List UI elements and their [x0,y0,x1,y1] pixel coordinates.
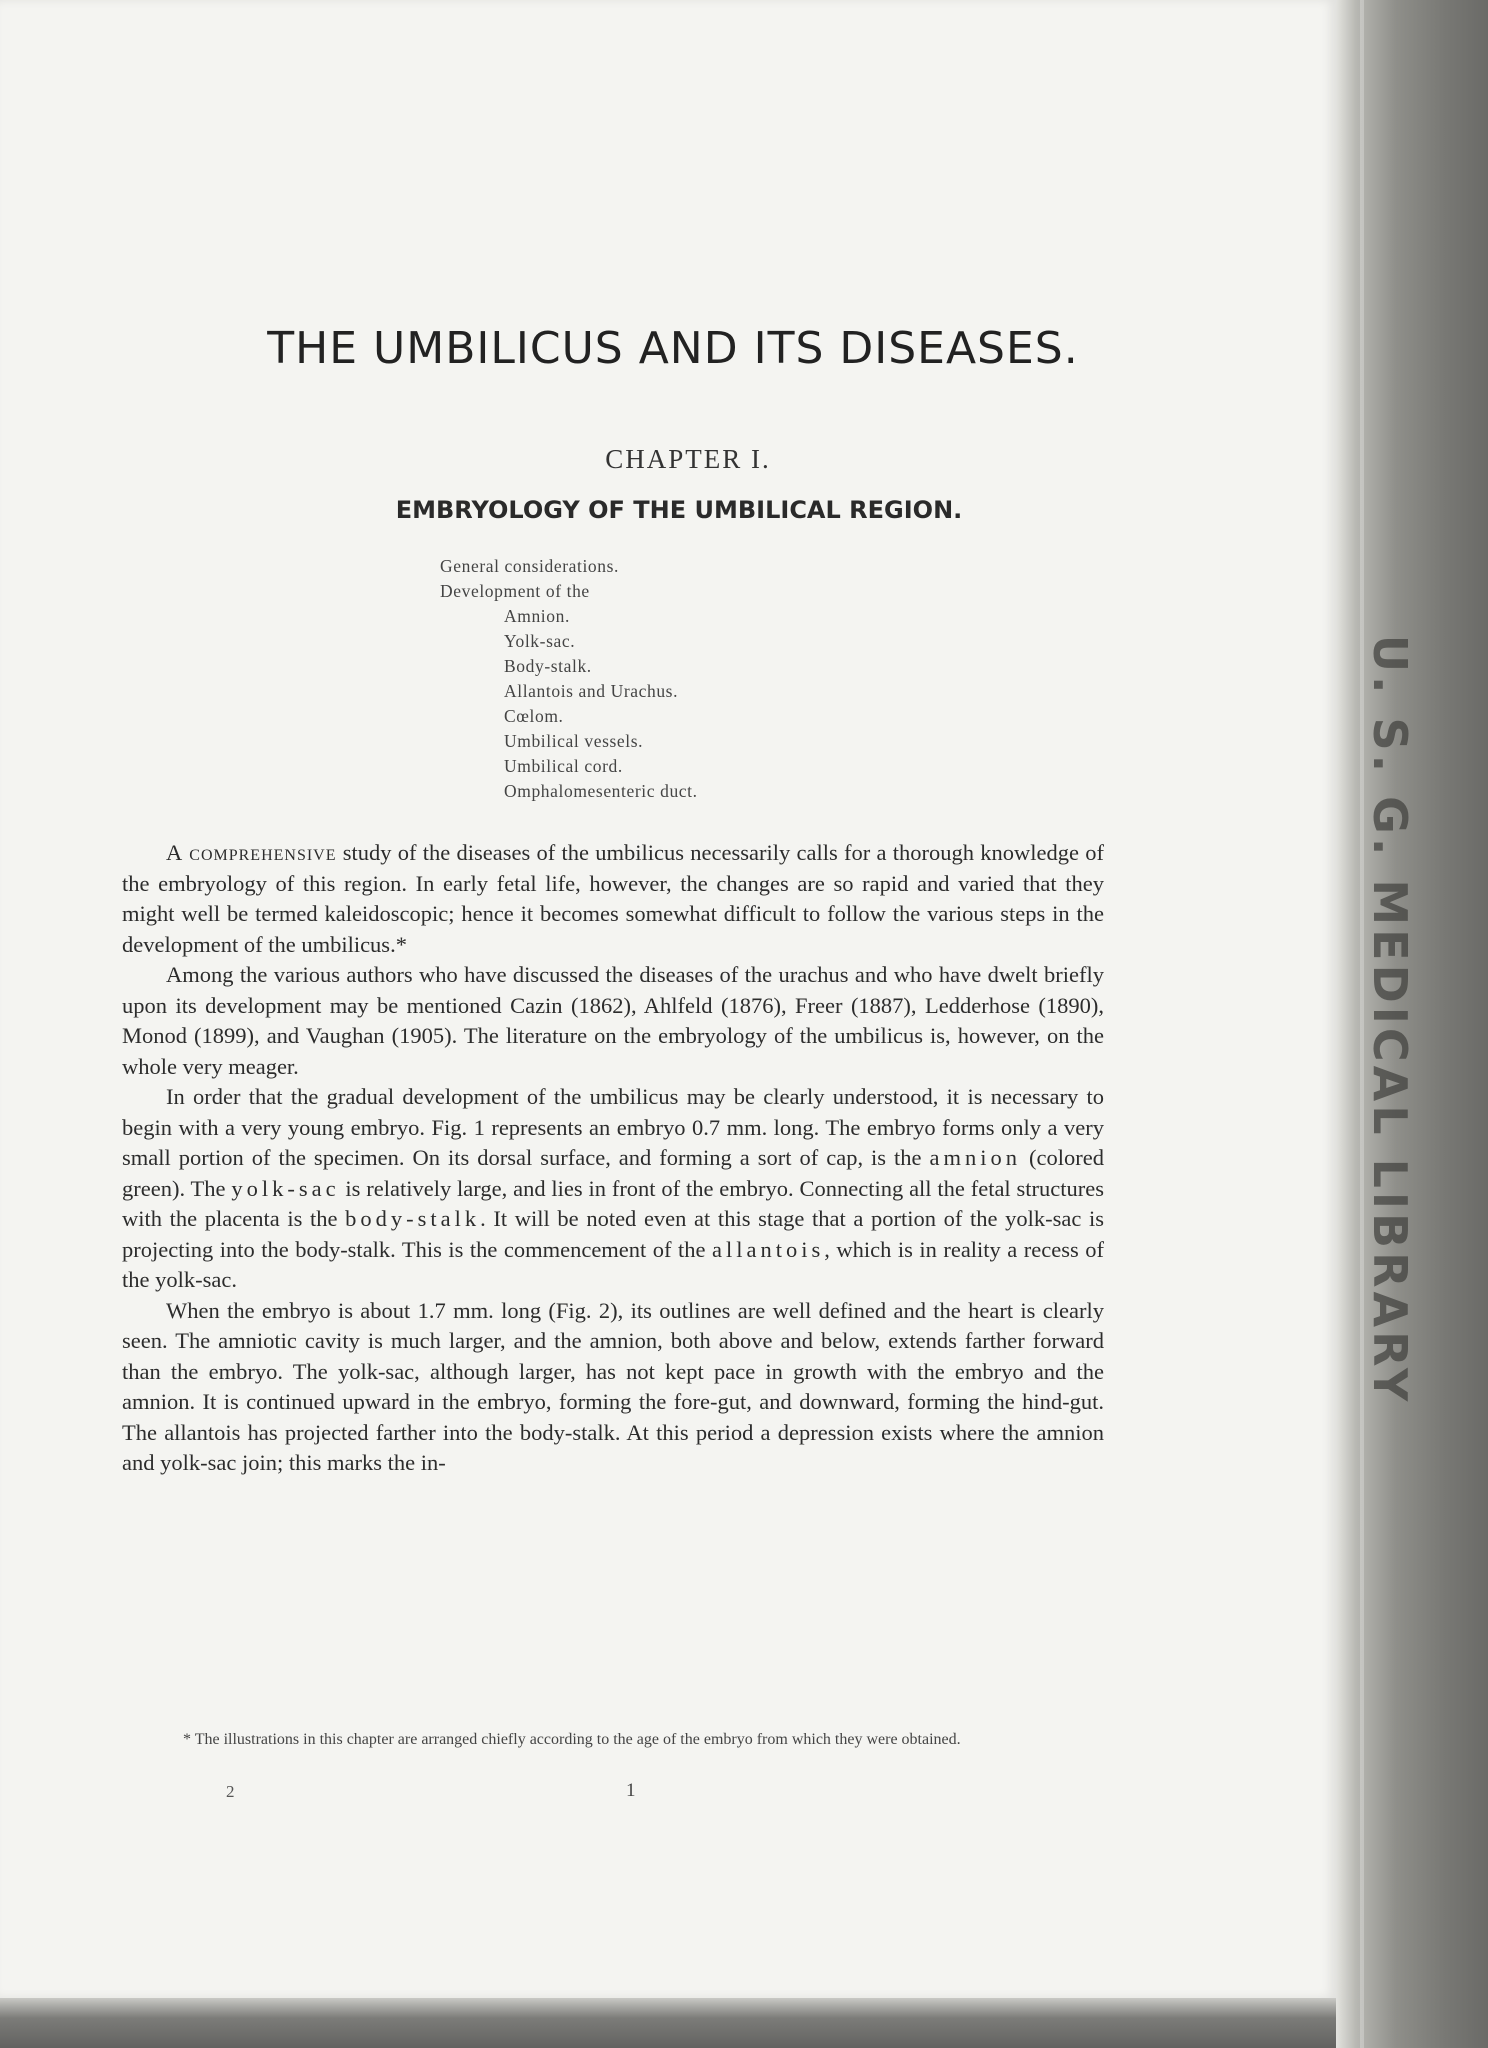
contents-subitem: Allantois and Urachus. [504,681,679,701]
chapter-heading: EMBRYOLOGY OF THE UMBILICAL REGION. [395,496,963,524]
contents-item: General considerations. [440,556,620,576]
spaced-term: amnion [929,1145,1022,1170]
spaced-term: allantois [712,1236,825,1262]
chapter-contents [440,554,698,804]
page-number: 1 [626,1780,636,1801]
paragraph-lead: A comprehensive [166,840,337,865]
paragraph: When the embryo is about 1.7 mm. long (Fig. 2), its outlines are well defined and the heart is clearly seen. The amniotic cavity is much larger, and the amnion, both above and below, extends farther forward than the embryo. The yolk-sac, although larger, has not kept pace in growth with the embryo and the amnion. It is continued upward in the embryo, forming the fore-gut, and downward, forming the hind-gut. The allantois has projected farther into the body-stalk. At this period a depression exists where the amnion and yolk-sac join; this marks the in- [122,1297,1104,1475]
paragraph-text: (colored green). The [122,1145,1104,1201]
contents-subitem: Amnion. [504,606,570,626]
library-stamp: U. S. G. MEDICAL LIBRARY [1363,634,1417,1406]
body-text [122,838,1104,1479]
scan-background [0,1998,1336,2048]
spaced-term: yolk-sac [231,1175,340,1201]
paragraph: Among the various authors who have discussed the diseases of the urachus and who have dwelt briefly upon its development may be mentioned Cazin (1862), Ahlfeld (1876), Freer (1887), Ledderhose (1890), Monod (1899), and Vaughan (1905). The literature on the embryology of the umbilicus is, however, on the whole very meager. [122,962,1104,1079]
paragraph-text: , which is in reality a recess of the yolk-sac. [122,1236,1104,1292]
paragraph [122,1082,1104,1296]
contents-subitem: Umbilical cord. [504,756,623,776]
spaced-term: body-stalk [345,1206,481,1231]
paragraph [122,838,1104,960]
paragraph-text: In order that the gradual development of the umbilicus may be clearly understood, it is necessary to begin with a very young embryo. Fig. 1 represents an embryo 0.7 mm. long. The embryo forms only a very small portion of the specimen. On its dorsal surface, and forming a sort of cap, is the [122,1084,1104,1170]
footnote: * The illustrations in this chapter are arranged chiefly according to the age of the embryo from which they were obtained. [183,1731,961,1748]
contents-item: Development of the [440,581,590,601]
book-title: THE UMBILICUS AND ITS DISEASES. [267,323,1079,374]
contents-subitem: Cœlom. [504,706,564,726]
signature-mark: 2 [226,1782,235,1801]
contents-subitem: Body-stalk. [504,656,592,676]
contents-subitem: Omphalomesenteric duct. [504,781,698,801]
contents-subitem: Yolk-sac. [504,631,576,651]
paragraph-text: study of the diseases of the umbilicus necessarily calls for a thorough knowledge of the embryology of this region. In early fetal life, however, the changes are so rapid and varied that they might well be termed kaleidoscopic; hence it becomes somewhat difficult to follow the various steps in the development of the umbilicus.* [122,840,1105,957]
chapter-number: CHAPTER I. [605,444,771,474]
paragraph-text: is relatively large, and lies in front of the embryo. Connecting all the fetal structures with the placenta is the [122,1175,1104,1231]
paragraph-text: . It will be noted even at this stage that a portion of the yolk-sac is projecting into the body-stalk. This is the commencement of the [122,1206,1104,1262]
contents-subitem: Umbilical vessels. [504,731,644,751]
